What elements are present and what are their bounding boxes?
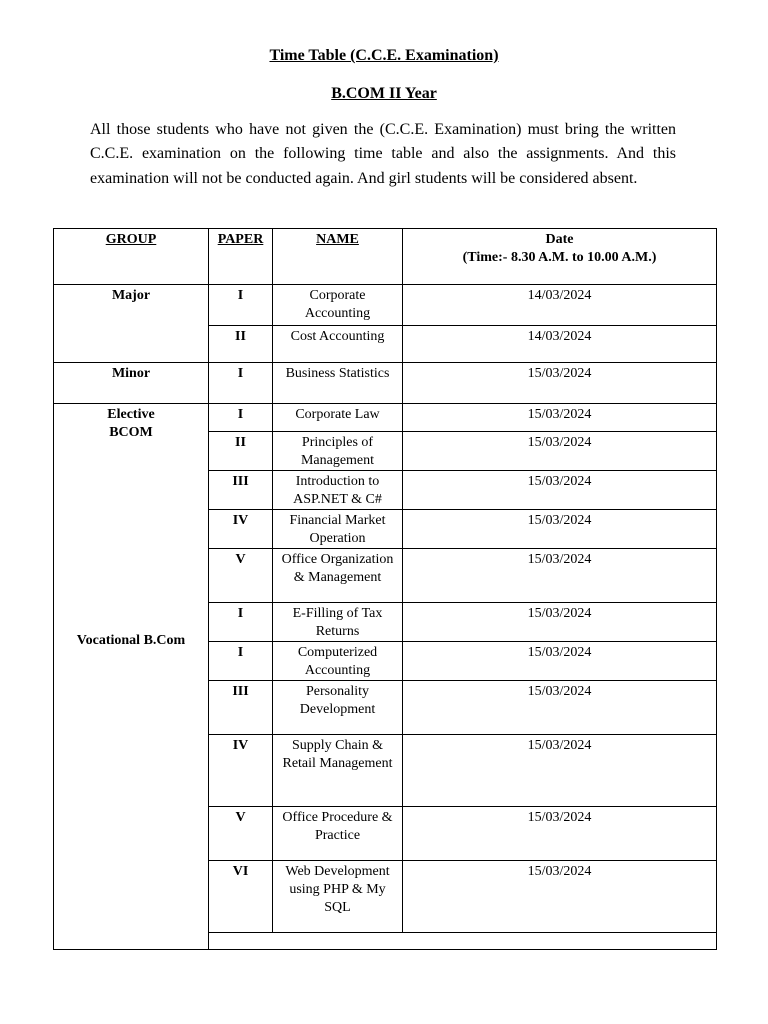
date-cell: 15/03/2024 (403, 603, 717, 642)
paper-cell: II (209, 326, 273, 363)
name-cell: Corporate Law (273, 404, 403, 432)
name-cell: Cost Accounting (273, 326, 403, 363)
name-cell: Introduction to ASP.NET & C# (273, 471, 403, 510)
document-title: Time Table (C.C.E. Examination) (269, 47, 499, 64)
group-vocational-label: Vocational B.Com (76, 633, 186, 648)
empty-cell (209, 933, 717, 950)
group-major: Major (54, 285, 209, 363)
paper-cell: I (209, 603, 273, 642)
paper-cell: I (209, 363, 273, 404)
name-cell: Principles of Management (273, 432, 403, 471)
intro-paragraph: All those students who have not given the (C.C.E. Examination) must bring the written C.C.E. examination on the following time table and also the assignments. And this examination will not be conducted again. And girl students will be considered absent. (90, 121, 676, 187)
table-row (54, 404, 717, 432)
name-cell: E-Filling of Tax Returns (273, 603, 403, 642)
date-cell: 14/03/2024 (403, 285, 717, 326)
date-cell: 15/03/2024 (403, 681, 717, 735)
paper-cell: III (209, 681, 273, 735)
date-cell: 15/03/2024 (403, 735, 717, 807)
header-group: GROUP (54, 229, 209, 285)
paper-cell: IV (209, 510, 273, 549)
name-cell: Business Statistics (273, 363, 403, 404)
name-cell: Supply Chain & Retail Management (273, 735, 403, 807)
group-elective-label: Elective (107, 407, 155, 422)
date-cell: 15/03/2024 (403, 510, 717, 549)
header-name: NAME (273, 229, 403, 285)
header-time-label: (Time:- 8.30 A.M. to 10.00 A.M.) (462, 250, 657, 265)
header-paper: PAPER (209, 229, 273, 285)
date-cell: 14/03/2024 (403, 326, 717, 363)
name-cell: Corporate Accounting (273, 285, 403, 326)
paper-cell: V (209, 549, 273, 603)
group-elective-sublabel: BCOM (109, 425, 153, 440)
paper-cell: IV (209, 735, 273, 807)
date-cell: 15/03/2024 (403, 642, 717, 681)
date-cell: 15/03/2024 (403, 549, 717, 603)
header-date-label: Date (545, 232, 574, 247)
name-cell: Office Organization & Management (273, 549, 403, 603)
table-row (54, 285, 717, 326)
group-elective-vocational (54, 404, 209, 950)
date-cell: 15/03/2024 (403, 861, 717, 933)
date-cell: 15/03/2024 (403, 363, 717, 404)
document-subtitle: B.COM II Year (331, 85, 437, 102)
paper-cell: I (209, 642, 273, 681)
name-cell: Financial Market Operation (273, 510, 403, 549)
paper-cell: II (209, 432, 273, 471)
paper-cell: V (209, 807, 273, 861)
group-minor: Minor (54, 363, 209, 404)
name-cell: Personality Development (273, 681, 403, 735)
paper-cell: I (209, 285, 273, 326)
paper-cell: VI (209, 861, 273, 933)
name-cell: Computerized Accounting (273, 642, 403, 681)
name-cell: Office Procedure & Practice (273, 807, 403, 861)
timetable (53, 228, 717, 950)
date-cell: 15/03/2024 (403, 404, 717, 432)
date-cell: 15/03/2024 (403, 807, 717, 861)
name-cell: Web Development using PHP & My SQL (273, 861, 403, 933)
date-cell: 15/03/2024 (403, 432, 717, 471)
date-cell: 15/03/2024 (403, 471, 717, 510)
header-date (403, 229, 717, 285)
paper-cell: I (209, 404, 273, 432)
table-row (54, 363, 717, 404)
paper-cell: III (209, 471, 273, 510)
header-row (54, 229, 717, 285)
